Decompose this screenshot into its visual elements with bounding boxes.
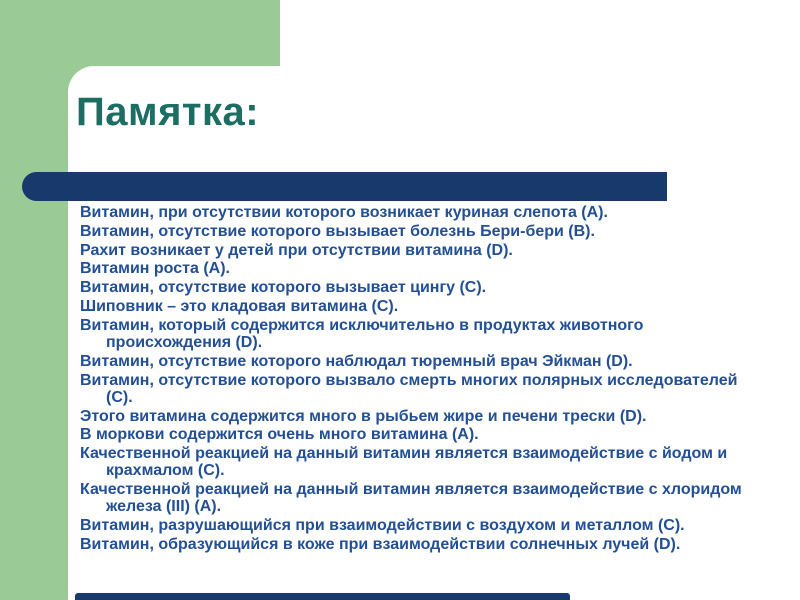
memo-item: Качественной реакцией на данный витамин является взаимодействие с йодом и крахмалом (С). (80, 445, 728, 480)
memo-item: Витамин, отсутствие которого вызывает болезнь Бери-бери (В). (80, 222, 595, 240)
memo-item: Витамин, отсутствие которого вызывает цингу (С). (80, 279, 487, 297)
memo-item: В моркови содержится очень много витамина (А). (80, 426, 479, 444)
page-title: Памятка: (76, 90, 260, 134)
title-underline-bar (22, 172, 667, 201)
bottom-accent-bar (75, 593, 570, 600)
memo-item: Этого витамина содержится много в рыбьем жире и печени трески (D). (80, 407, 647, 425)
memo-item: Витамин, образующийся в коже при взаимодействии солнечных лучей (D). (80, 535, 681, 553)
memo-item: Витамин, разрушающийся при взаимодействии с воздухом и металлом (С). (80, 517, 685, 535)
memo-item: Витамин, отсутствие которого наблюдал тюремный врач Эйкман (D). (80, 352, 633, 370)
memo-item: Шиповник – это кладовая витамина (С). (80, 297, 399, 315)
memo-item: Качественной реакцией на данный витамин является взаимодействие с хлоридом железа (III) (А). (80, 481, 742, 516)
memo-item: Витамин, который содержится исключительно в продуктах животного происхождения (D). (80, 316, 644, 351)
memo-item: Витамин, при отсутствии которого возникает куриная слепота (А). (80, 204, 608, 221)
memo-item: Рахит возникает у детей при отсутствии витамина (D). (80, 241, 513, 259)
memo-item: Витамин, отсутствие которого вызвало смерть многих полярных исследователей (С). (80, 371, 738, 406)
memo-item: Витамин роста (А). (80, 260, 230, 278)
memo-list (80, 204, 756, 555)
